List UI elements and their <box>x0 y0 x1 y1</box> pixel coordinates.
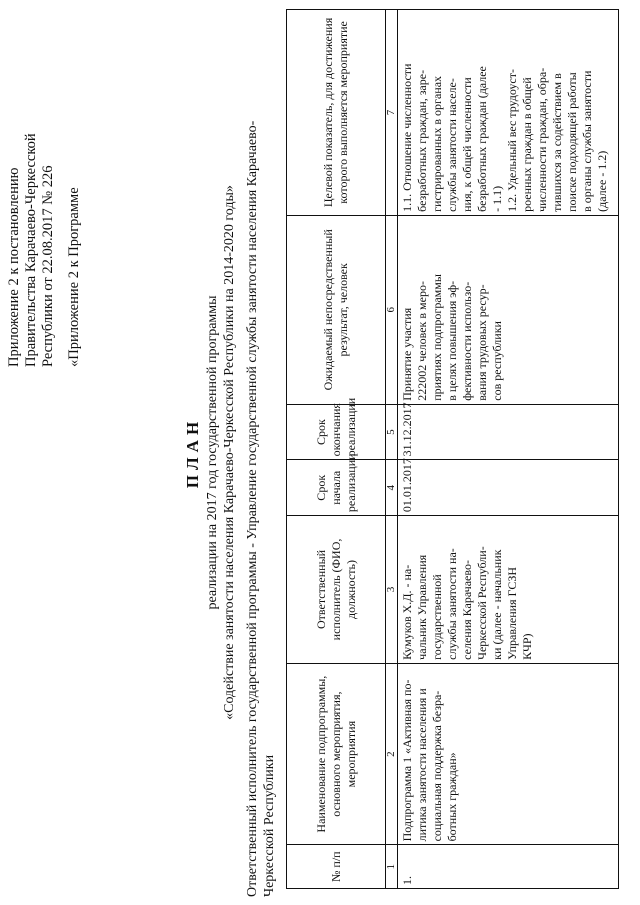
column-number: 5 <box>386 404 398 460</box>
program-name: «Содействие занятости населения Карачаево-Черкесской Республики на 2014-2020 годы» <box>222 185 237 720</box>
expected-result: Принятие участия 222002 человек в меро- приятиях подпрограммы в целях повышения эф- фективности использо- вания трудовых ресур- сов республики <box>398 215 619 404</box>
column-number: 7 <box>386 10 398 216</box>
appendix-line: Правительства Карачаево-Черкесской <box>23 133 39 367</box>
plan-table <box>286 9 619 889</box>
column-number: 1 <box>386 845 398 889</box>
responsible-line: Черкесской Республики <box>262 754 277 897</box>
header-number: № п/п <box>287 845 386 889</box>
appendix-line: Приложение 2 к постановлению <box>6 167 22 367</box>
column-number: 3 <box>386 516 398 664</box>
table-row <box>398 10 619 889</box>
appendix-note <box>6 17 83 367</box>
start-date: 01.01.2017 <box>398 460 619 516</box>
column-number: 2 <box>386 663 398 845</box>
header-executor: Ответственный исполнитель (ФИО, должность) <box>287 516 386 664</box>
responsible-executor-note <box>244 7 278 897</box>
plan-subtitle: реализации на 2017 год государственной программы <box>205 295 220 610</box>
table-header-row <box>287 10 386 889</box>
header-start-date: Срок начала реализации <box>287 460 386 516</box>
plan-heading: ПЛАН <box>183 416 202 489</box>
appendix-line: Республики от 22.08.2017 № 226 <box>40 165 56 367</box>
row-number: 1. <box>398 845 619 889</box>
column-number: 4 <box>386 460 398 516</box>
subprogram-name: Подпрограмма 1 «Активная по- литика занятости населения и социальная поддержка безра- ботных граждан» <box>398 663 619 845</box>
responsible-line: Ответственный исполнитель государственной программы - Управление государственной службы занятости населения Карачаево- <box>245 120 260 897</box>
header-name: Наименование подпрограммы, основного мероприятия, мероприятия <box>287 663 386 845</box>
executor-cell: Кумуков Х.Д. - на- чальник Управления государственной службы занятости на- селения Карачаево- Черкесской Республи- ки (далее - начальник Управления ГСЗН КЧР) <box>398 516 619 664</box>
end-date: 31.12.2017 <box>398 404 619 460</box>
target-indicator: 1.1. Отношение численности безработных граждан, заре- гистрированных в органах службы занятости населе- ния, к общей численности безработных граждан (далее - 1.1) 1.2. Удельный вес трудоуст- роенных граждан в общей численности граждан, обра- тившихся за содействием в поиске подходящей работы в органы службы занятости (далее - 1.2) <box>398 10 619 216</box>
header-target-indicator: Целевой показатель, для достижения которого выполняется мероприятие <box>287 10 386 216</box>
appendix-line: «Приложение 2 к Программе <box>66 187 82 367</box>
column-number-row <box>386 10 398 889</box>
header-expected-result: Ожидаемый непосредственный результат, человек <box>287 215 386 404</box>
column-number: 6 <box>386 215 398 404</box>
header-end-date: Срок окончания реализации <box>287 404 386 460</box>
